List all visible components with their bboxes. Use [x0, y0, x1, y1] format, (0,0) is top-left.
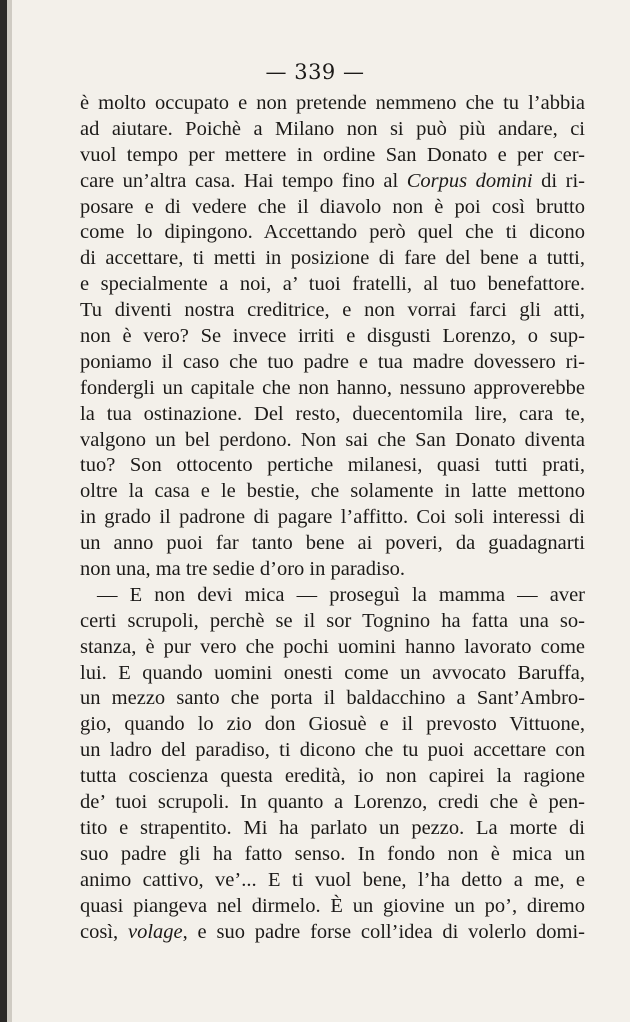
text-line: non è vero? Se invece irriti e disgusti Lorenzo, o sup-: [80, 325, 585, 348]
text-line: la tua ostinazione. Del resto, duecentomila lire, cara te,: [80, 402, 585, 425]
text-line: Tu diventi nostra creditrice, e non vorrai farci gli atti,: [80, 299, 585, 322]
page-binding-shadow: [7, 0, 12, 1022]
italic-word: volage: [127, 920, 183, 943]
italic-phrase: Corpus domini: [406, 169, 533, 192]
text-line: oltre la casa e le bestie, che solamente in latte mettono: [80, 480, 585, 503]
text-line: in grado il padrone di pagare l’affitto. Coi soli interessi di: [80, 506, 585, 529]
text-line: certi scrupoli, perchè se il sor Tognino ha fatta una so-: [80, 609, 585, 632]
text-line: valgono un bel perdono. Non sai che San Donato diventa: [80, 428, 585, 451]
text-line: e specialmente a noi, a’ tuoi fratelli, al tuo benefattore.: [80, 273, 585, 296]
text-line: [80, 920, 585, 946]
text-line-part: , e suo padre forse coll’idea di volerlo domi-: [182, 920, 585, 943]
text-line: animo cattivo, ve’... E ti vuol bene, l’ha detto a me, e: [80, 868, 585, 891]
text-line: fondergli un capitale che non hanno, nessuno approverebbe: [80, 376, 585, 399]
text-line: un anno puoi far tanto bene ai poveri, da guadagnarti: [80, 532, 585, 555]
text-line: stanza, è pur vero che pochi uomini hanno lavorato come: [80, 635, 585, 658]
text-line: è molto occupato e non pretende nemmeno che tu l’abbia: [80, 92, 585, 114]
text-line: [80, 169, 585, 195]
text-line: vuol tempo per mettere in ordine San Donato e per cer-: [80, 143, 585, 166]
text-line: tuo? Son ottocento pertiche milanesi, quasi tutti prati,: [80, 454, 585, 477]
text-line: lui. E quando uomini onesti come un avvocato Baruffa,: [80, 661, 585, 684]
text-line: ad aiutare. Poichè a Milano non si può più andare, ci: [80, 117, 585, 140]
text-line: posare e di vedere che il diavolo non è poi così brutto: [80, 195, 585, 218]
body-text: [80, 91, 585, 945]
text-line: de’ tuoi scrupoli. In quanto a Lorenzo, credi che è pen-: [80, 791, 585, 814]
text-line-part: care un’altra casa. Hai tempo fino al: [80, 169, 399, 192]
text-line: gio, quando lo zio don Giosuè e il prevosto Vittuone,: [80, 713, 585, 736]
text-line: un mezzo santo che porta il baldacchino a Sant’Ambro-: [80, 687, 585, 710]
text-line: tito e strapentito. Mi ha parlato un pezzo. La morte di: [80, 816, 585, 839]
text-line: di accettare, ti metti in posizione di fare del bene a tutti,: [80, 247, 585, 270]
page-binding-edge: [0, 0, 7, 1022]
text-line: non una, ma tre sedie d’oro in paradiso.: [80, 558, 406, 581]
text-line-part: così,: [80, 920, 119, 943]
page-number: — 339 —: [265, 60, 365, 84]
text-line: come lo dipingono. Accettando però quel che ti dicono: [80, 221, 585, 244]
text-line: un ladro del paradiso, ti dicono che tu puoi accettare con: [80, 739, 585, 762]
text-line: quasi piangeva nel dirmelo. È un giovine un po’, diremo: [80, 894, 585, 917]
text-line: suo padre gli ha fatto senso. In fondo non è mica un: [80, 842, 585, 865]
text-line: tutta coscienza questa eredità, io non capirei la ragione: [80, 765, 585, 788]
text-line-part: di ri-: [532, 169, 586, 192]
text-line: — E non devi mica — proseguì la mamma — aver: [97, 583, 585, 606]
text-line: poniamo il caso che tuo padre e tua madre dovessero ri-: [80, 350, 585, 373]
